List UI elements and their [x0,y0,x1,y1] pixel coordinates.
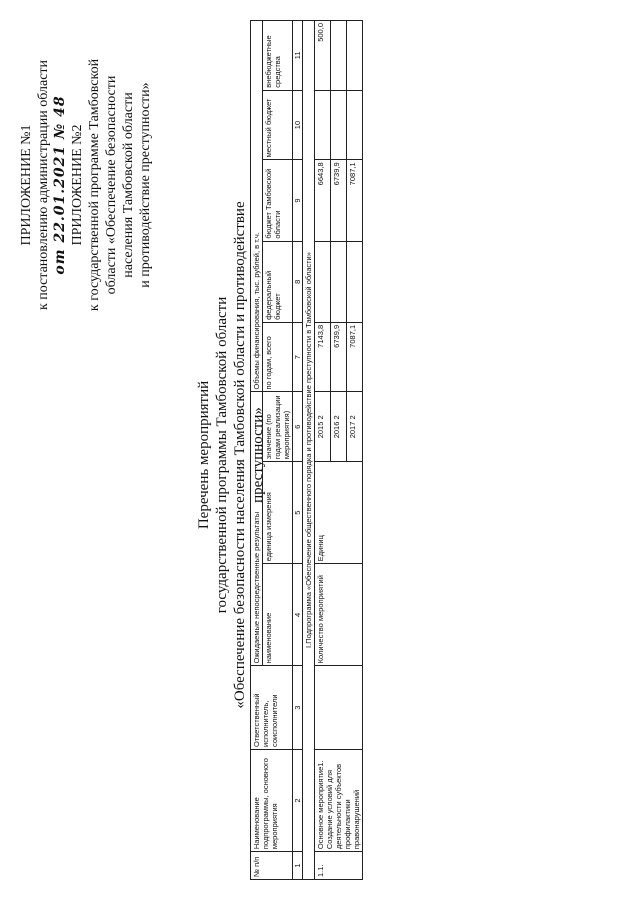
header-total: по годам, всего [263,322,293,392]
row-regional: 7087,1 [347,160,363,241]
appendix-2-line4: и противодействие преступности» [138,82,153,288]
measures-table [250,20,363,880]
row-total: 7087,1 [347,322,363,392]
appendix-header [18,25,154,345]
row-local [331,90,347,160]
header-regional: бюджет Тамбовской области [263,160,293,241]
header-name: Наименование подпрограммы, основного мероприятия [251,750,293,852]
appendix-1-label: ПРИЛОЖЕНИЕ №1 [19,124,34,246]
appendix-2-line3: населения Тамбовской области [121,92,136,278]
header-executor: Ответственный исполнитель, соисполнители [251,666,293,750]
row-total: 6739,9 [331,322,347,392]
row-federal [315,241,331,322]
row-value: 2 [332,415,341,420]
header-results: Ожидаемые непосредственные результаты [251,392,263,666]
col-number: 8 [293,241,303,322]
row-federal [347,241,363,322]
item-unit: Единиц [315,462,363,564]
row-local [347,90,363,160]
col-number: 7 [293,322,303,392]
col-number: 6 [293,392,303,462]
row-year-value [347,392,363,462]
row-year-value [331,392,347,462]
row-year-value [315,392,331,462]
title-line1: Перечень мероприятий [196,380,212,530]
header-extra: внебюджетные средства [263,21,293,91]
row-year: 2015 [316,421,325,439]
col-number: 2 [293,750,303,852]
header-federal: федеральный бюджет [263,241,293,322]
col-number: 3 [293,666,303,750]
header-result-value: значение (по годам реализации мероприятия) [263,392,293,462]
column-number-row [293,21,303,880]
header-result-name: наименование [263,564,293,666]
header-num: № п/п [251,852,293,880]
item-executor [315,666,363,750]
col-number: 5 [293,462,303,564]
row-year: 2017 [348,421,357,439]
title-line3: «Обеспечение безопасности населения Тамбовской области и противодействие преступности» [232,201,266,709]
col-number: 11 [293,21,303,91]
appendix-2-label: ПРИЛОЖЕНИЕ №2 [70,124,85,246]
header-local: местный бюджет [263,90,293,160]
appendix-2-line2: области «Обеспечение безопасности [104,75,119,295]
header-result-unit: единица измерения [263,462,293,564]
row-regional: 6643,8 [315,160,331,241]
col-number: 1 [293,852,303,880]
item-number: 1.1. [315,852,363,880]
row-extra [331,21,347,91]
subprogram-title: I.Подпрограмма «Обеспечение общественного порядка и противодействие преступности в Тамбовской области» [303,21,315,880]
decree-date-handwritten: от 22.01.2021 № 48 [52,95,68,275]
appendix-1-decree: к постановлению администрации области [36,59,51,311]
item-indicator: Количество мероприятий [315,564,363,666]
col-number: 4 [293,564,303,666]
row-extra: 500,0 [315,21,331,91]
header-funding: Объемы финансирования, тыс. рублей, в т.ч. [251,21,263,393]
row-federal [331,241,347,322]
row-value: 2 [316,415,325,420]
item-name: Основное мероприятие1. Создание условий для деятельности субъектов профилактики правонарушений [315,750,363,852]
appendix-2-line1: к государственной программе Тамбовской [87,58,102,312]
table-row [315,21,331,880]
col-number: 9 [293,160,303,241]
row-extra [347,21,363,91]
col-number: 10 [293,90,303,160]
row-local [315,90,331,160]
title-line2: государственной программы Тамбовской области [214,296,230,614]
row-total: 7143,8 [315,322,331,392]
row-value: 2 [348,415,357,420]
row-regional: 6739,9 [331,160,347,241]
row-year: 2016 [332,421,341,439]
